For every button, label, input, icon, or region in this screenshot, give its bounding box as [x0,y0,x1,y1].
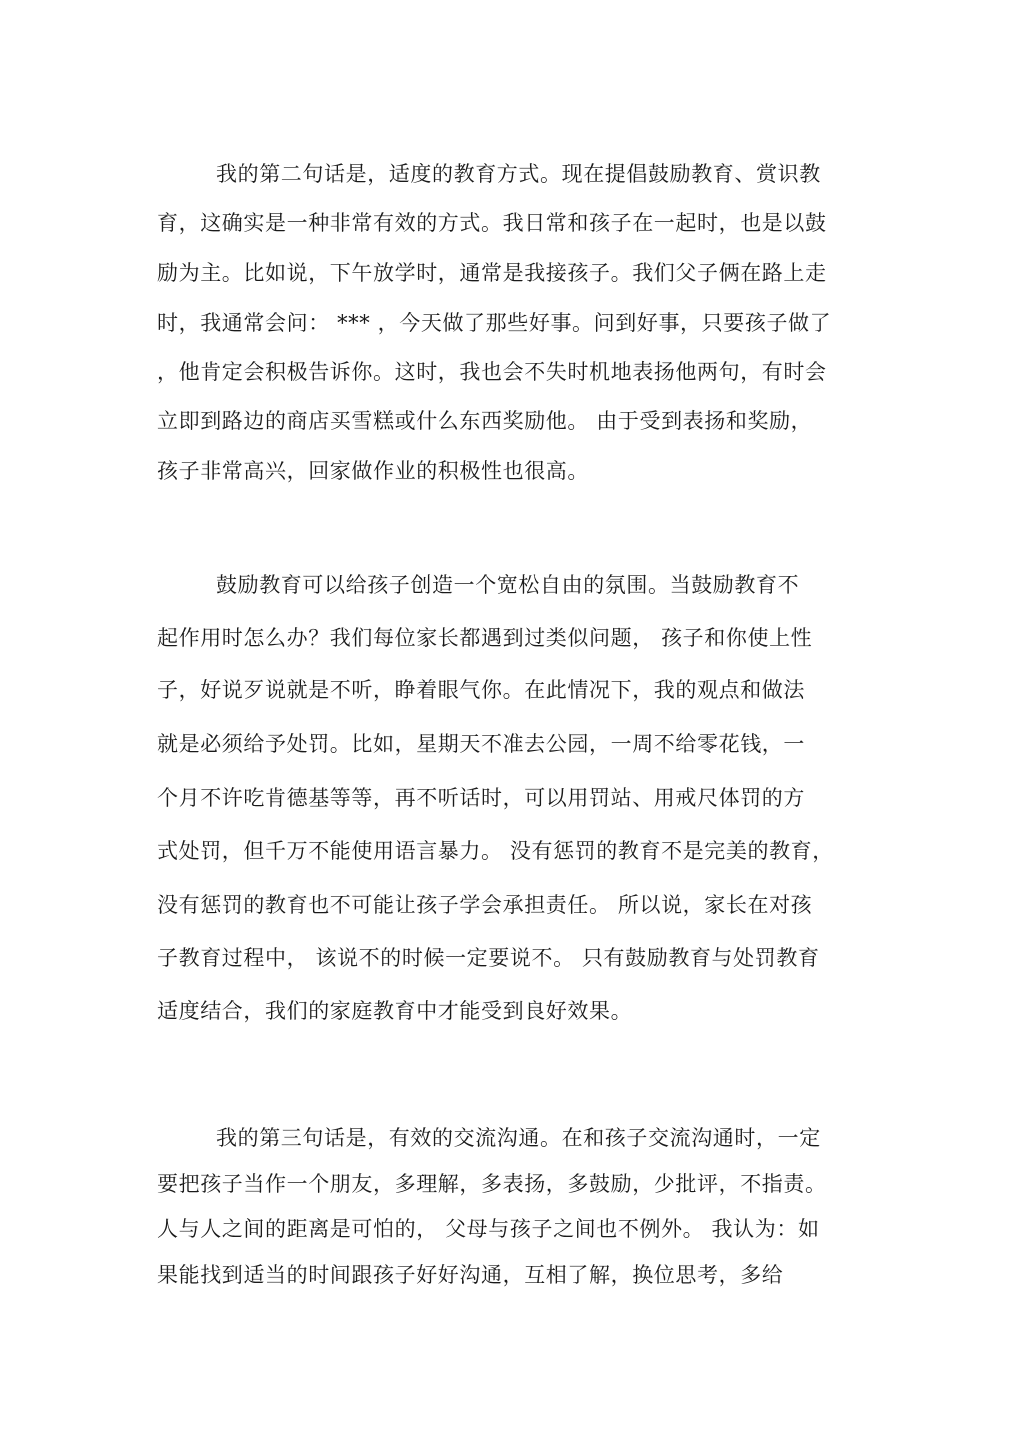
paragraph-2-line-8: 子教育过程中， 该说不的时候一定要说不。 只有鼓励教育与处罚教育 [157,946,820,970]
paragraph-2-line-4: 就是必须给予处罚。比如，星期天不准去公园，一周不给零花钱，一 [157,732,805,756]
paragraph-3-line-2: 要把孩子当作一个朋友，多理解，多表扬，多鼓励，少批评，不指责。 [157,1172,827,1196]
paragraph-1-line-6: 立即到路边的商店买雪糕或什么东西奖励他。 由于受到表扬和奖励， [157,409,813,433]
paragraph-2-line-9: 适度结合，我们的家庭教育中才能受到良好效果。 [157,999,633,1023]
paragraph-2-line-7: 没有惩罚的教育也不可能让孩子学会承担责任。 所以说，家长在对孩 [157,893,813,917]
paragraph-3-line-4: 果能找到适当的时间跟孩子好好沟通，互相了解，换位思考，多给 [157,1263,784,1287]
paragraph-2-line-2: 起作用时怎么办？我们每位家长都遇到过类似问题， 孩子和你使上性 [157,626,813,650]
paragraph-1-line-4: 时，我通常会问： *** ，今天做了那些好事。问到好事，只要孩子做了 [157,311,832,335]
paragraph-2-line-3: 子，好说歹说就是不听，睁着眼气你。在此情况下，我的观点和做法 [157,678,805,702]
paragraph-2-line-5: 个月不许吃肯德基等等，再不听话时，可以用罚站、用戒尺体罚的方 [157,786,805,810]
paragraph-1-line-2: 育，这确实是一种非常有效的方式。我日常和孩子在一起时，也是以鼓 [157,211,827,235]
paragraph-2-line-6: 式处罚，但千万不能使用语言暴力。 没有惩罚的教育不是完美的教育， [157,839,834,863]
paragraph-3-line-3: 人与人之间的距离是可怕的， 父母与孩子之间也不例外。 我认为：如 [157,1217,820,1241]
paragraph-1-line-3: 励为主。比如说，下午放学时，通常是我接孩子。我们父子俩在路上走 [157,261,827,285]
paragraph-2-line-1: 鼓励教育可以给孩子创造一个宽松自由的氛围。当鼓励教育不 [216,573,800,597]
paragraph-3-line-1: 我的第三句话是，有效的交流沟通。在和孩子交流沟通时，一定 [216,1126,821,1150]
paragraph-1-line-1: 我的第二句话是，适度的教育方式。现在提倡鼓励教育、赏识教 [216,162,821,186]
paragraph-1-line-5: ，他肯定会积极告诉你。这时，我也会不失时机地表扬他两句，有时会 [157,360,827,384]
paragraph-1-line-7: 孩子非常高兴，回家做作业的积极性也很高。 [157,459,589,483]
